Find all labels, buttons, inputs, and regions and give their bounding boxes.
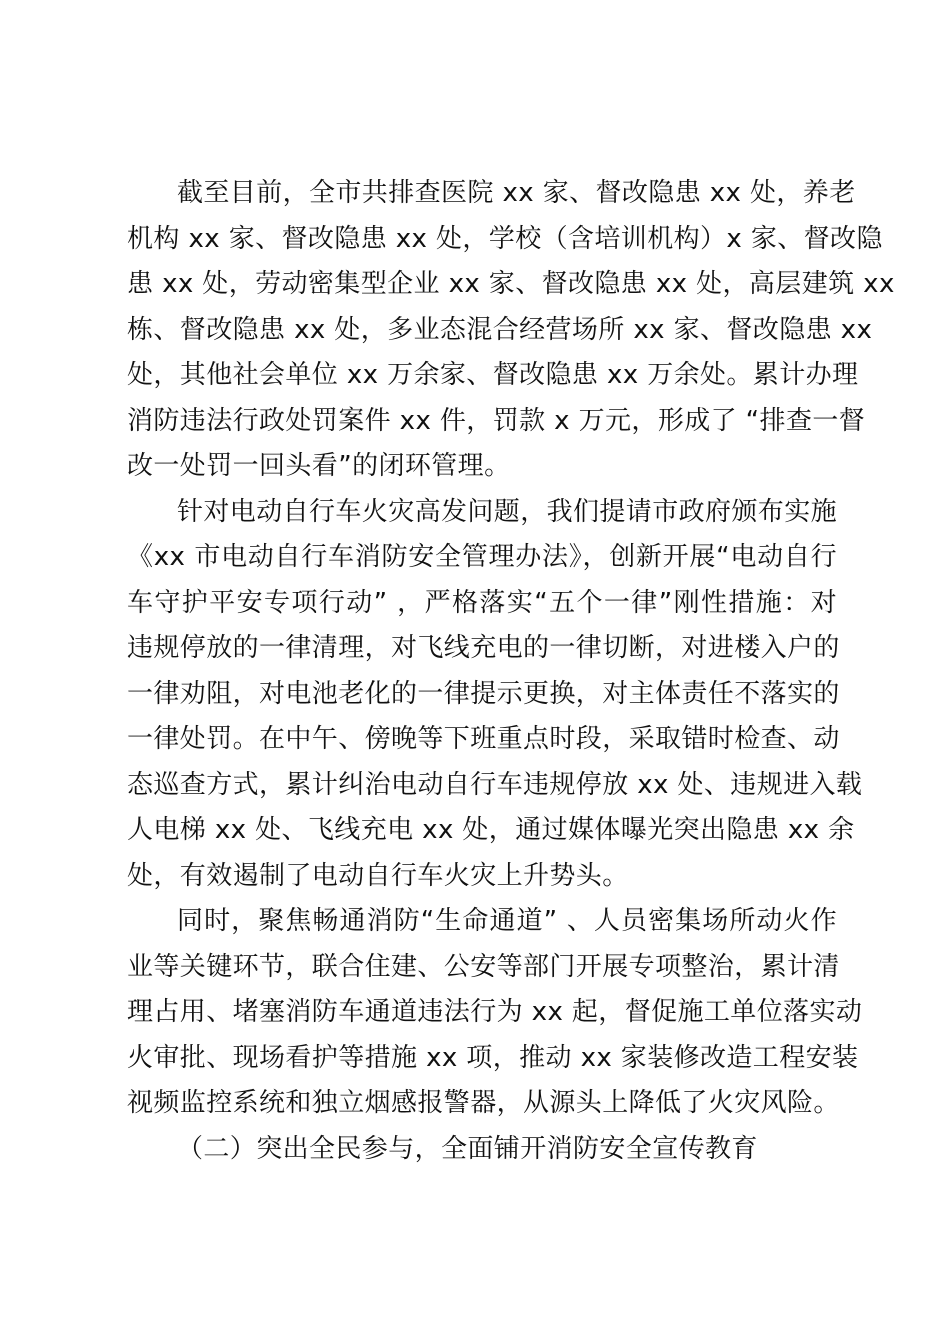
text-line: 患 xx 处，劳动密集型企业 xx 家、督改隐患 xx 处，高层建筑 xx	[127, 269, 895, 299]
text-line: 一律处罚。在中午、傍晚等下班重点时段，采取错时检查、动	[127, 724, 840, 754]
text-line: 一律劝阻，对电池老化的一律提示更换，对主体责任不落实的	[127, 678, 840, 709]
text-line: 态巡查方式，累计纠治电动自行车违规停放 xx 处、违规进入载	[127, 769, 863, 800]
paragraph-inspection-results	[127, 171, 895, 490]
text-line: 业等关键环节，联合住建、公安等部门开展专项整治，累计清	[127, 951, 840, 982]
text-line: 理占用、堵塞消防车通道违法行为 xx 起，督促施工单位落实动	[127, 997, 863, 1027]
text-line: 火审批、现场看护等措施 xx 项，推动 xx 家装修改造工程安装	[127, 1042, 859, 1073]
text-line: 处，有效遏制了电动自行车火灾上升势头。	[127, 860, 629, 891]
text-line: 机构 xx 家、督改隐患 xx 处，学校（含培训机构）x 家、督改隐	[127, 223, 883, 254]
text-line: 同时，聚焦畅通消防“生命通道” 、人员密集场所动火作	[177, 906, 837, 936]
document-page	[127, 171, 895, 1172]
text-line: 处，其他社会单位 xx 万余家、督改隐患 xx 万余处。累计办理	[127, 360, 859, 390]
text-line: 《xx 市电动自行车消防安全管理办法》，创新开展“电动自行	[127, 542, 837, 572]
text-line: 违规停放的一律清理，对飞线充电的一律切断，对进楼入户的	[127, 633, 840, 663]
text-line: 截至目前，全市共排查医院 xx 家、督改隐患 xx 处，养老	[177, 178, 856, 208]
text-line: 车守护平安专项行动” ，严格落实“五个一律”刚性措施：对	[127, 587, 837, 618]
text-line: 针对电动自行车火灾高发问题，我们提请市政府颁布实施	[177, 496, 838, 527]
text-line: 人电梯 xx 处、飞线充电 xx 处，通过媒体曝光突出隐患 xx 余	[127, 815, 855, 845]
text-line: 视频监控系统和独立烟感报警器，从源头上降低了火灾风险。	[127, 1088, 840, 1118]
section-heading	[127, 1127, 837, 1173]
section-heading-text: （二）突出全民参与，全面铺开消防安全宣传教育	[177, 1133, 758, 1164]
text-line: 改一处罚一回头看”的闭环管理。	[127, 451, 511, 481]
text-line: 栋、督改隐患 xx 处，多业态混合经营场所 xx 家、督改隐患 xx	[127, 314, 873, 345]
paragraph-e-bike-safety	[127, 490, 863, 900]
text-line: 消防违法行政处罚案件 xx 件，罚款 x 万元，形成了 “排查一督	[127, 405, 866, 436]
paragraph-fire-lanes	[127, 899, 863, 1127]
